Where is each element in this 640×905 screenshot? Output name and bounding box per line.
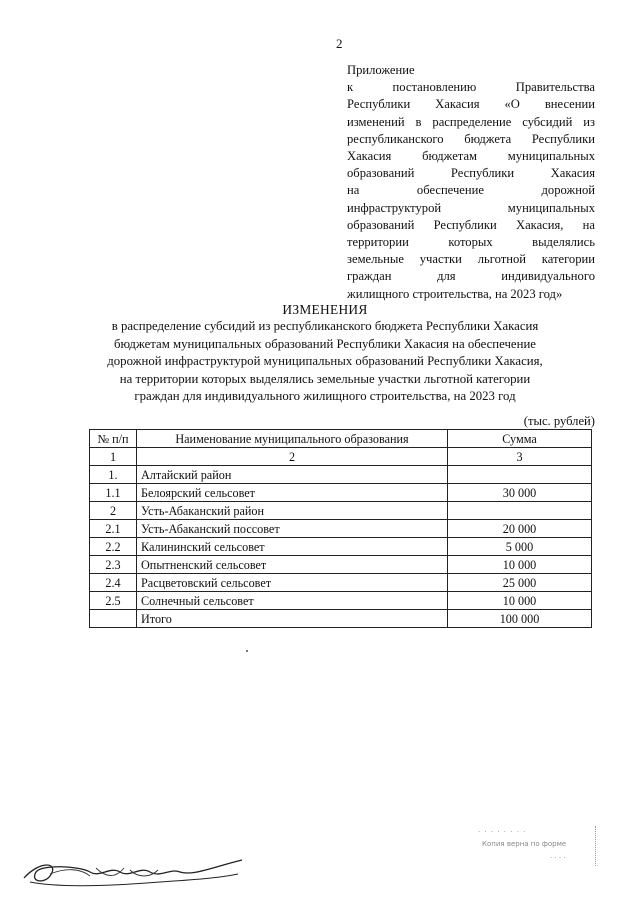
subtitle-line: бюджетам муниципальных образований Республики Хакасия на обеспечение — [114, 336, 536, 351]
row-name: Расцветовский сельсовет — [137, 574, 448, 592]
appendix-line: инфраструктурой муниципальных — [347, 200, 595, 215]
document-subtitle — [60, 318, 590, 406]
row-num: 2 — [90, 502, 137, 520]
row-sum: 100 000 — [448, 610, 592, 628]
table-row — [90, 484, 592, 502]
subtitle-line: на территории которых выделялись земельные участки льготной категории — [119, 371, 531, 386]
table-row — [90, 466, 592, 484]
appendix-block — [347, 62, 595, 303]
appendix-line: изменений в распределение субсидий из — [347, 114, 595, 129]
row-sum: 25 000 — [448, 574, 592, 592]
total-row — [90, 610, 592, 628]
stamp-line: · · · · · · · · — [478, 828, 527, 836]
page-number: 2 — [336, 36, 343, 51]
signature-image — [20, 838, 250, 898]
table-row — [90, 556, 592, 574]
row-name: Белоярский сельсовет — [137, 484, 448, 502]
appendix-line: Республики Хакасия «О внесении — [347, 97, 595, 112]
stamp-line: · · · · — [550, 854, 566, 862]
table-row — [90, 502, 592, 520]
row-num: 1.1 — [90, 484, 137, 502]
row-sum: 5 000 — [448, 538, 592, 556]
appendix-line: земельные участки льготной категории — [347, 252, 595, 267]
row-name: Солнечный сельсовет — [137, 592, 448, 610]
column-number: 2 — [137, 448, 448, 466]
appendix-line: к постановлению Правительства — [347, 80, 595, 95]
row-num: 1. — [90, 466, 137, 484]
appendix-line: граждан для индивидуального — [347, 269, 595, 284]
row-name: Усть-Абаканский район — [137, 502, 448, 520]
row-name: Итого — [137, 610, 448, 628]
row-num: 2.4 — [90, 574, 137, 592]
table-row — [90, 574, 592, 592]
subtitle-line: дорожной инфраструктурой муниципальных образований Республики Хакасия, — [107, 354, 543, 369]
row-num: 2.3 — [90, 556, 137, 574]
subsidy-table — [89, 429, 592, 628]
stamp-line: Копия верна по форме — [482, 840, 567, 848]
row-name: Усть-Абаканский поссовет — [137, 520, 448, 538]
document-title: ИЗМЕНЕНИЯ — [282, 302, 368, 317]
appendix-line: образований Республики Хакасия — [347, 166, 595, 181]
appendix-line: республиканского бюджета Республики — [347, 131, 595, 146]
appendix-heading: Приложение — [347, 63, 415, 77]
appendix-line: образований Республики Хакасия, на — [347, 217, 595, 232]
subtitle-line: граждан для индивидуального жилищного строительства, на 2023 год — [134, 389, 516, 404]
appendix-line: на обеспечение дорожной — [347, 183, 595, 198]
appendix-line: Хакасия бюджетам муниципальных — [347, 149, 595, 164]
row-sum — [448, 466, 592, 484]
header-name: Наименование муниципального образования — [137, 430, 448, 448]
row-name: Опытненский сельсовет — [137, 556, 448, 574]
row-sum: 10 000 — [448, 556, 592, 574]
subtitle-line: в распределение субсидий из республиканского бюджета Республики Хакасия — [111, 319, 539, 333]
row-sum: 10 000 — [448, 592, 592, 610]
scan-speck — [246, 650, 248, 652]
row-sum: 30 000 — [448, 484, 592, 502]
column-number-row — [90, 448, 592, 466]
row-sum: 20 000 — [448, 520, 592, 538]
appendix-line: жилищного строительства, на 2023 год» — [347, 286, 563, 301]
column-number: 1 — [90, 448, 137, 466]
row-num: 2.2 — [90, 538, 137, 556]
row-sum — [448, 502, 592, 520]
table-row — [90, 592, 592, 610]
appendix-line: территории которых выделялись — [347, 235, 595, 250]
table-row — [90, 538, 592, 556]
header-num: № п/п — [90, 430, 137, 448]
row-num — [90, 610, 137, 628]
table-row — [90, 520, 592, 538]
copy-stamp — [470, 826, 600, 886]
stamp-bracket — [591, 826, 596, 866]
table-header-row — [90, 430, 592, 448]
header-sum: Сумма — [448, 430, 592, 448]
row-name: Алтайский район — [137, 466, 448, 484]
units-label: (тыс. рублей) — [523, 414, 595, 428]
row-num: 2.1 — [90, 520, 137, 538]
row-name: Калининский сельсовет — [137, 538, 448, 556]
column-number: 3 — [448, 448, 592, 466]
row-num: 2.5 — [90, 592, 137, 610]
